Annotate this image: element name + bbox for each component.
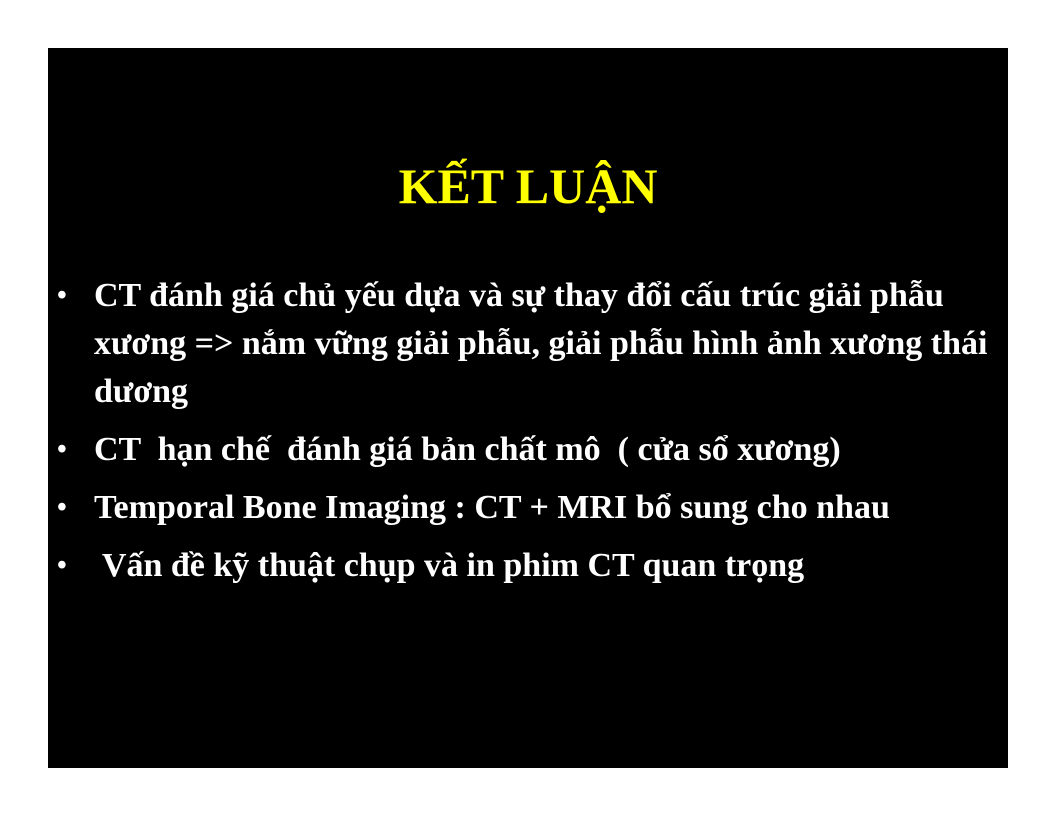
bullet-text: Vấn đề kỹ thuật chụp và in phim CT quan trọng xyxy=(94,547,805,584)
bullet-item xyxy=(48,542,1008,590)
slide xyxy=(48,48,1008,768)
bullet-item xyxy=(48,484,1008,532)
bullet-dot-icon: • xyxy=(57,280,67,311)
bullet-list xyxy=(48,272,1008,600)
bullet-text: Temporal Bone Imaging : CT + MRI bổ sung cho nhau xyxy=(94,489,890,526)
bullet-dot-icon: • xyxy=(57,434,67,465)
bullet-text: CT hạn chế đánh giá bản chất mô ( cửa sổ xương) xyxy=(94,431,841,468)
slide-title: KẾT LUẬN xyxy=(398,158,658,214)
bullet-item xyxy=(48,426,1008,474)
bullet-dot-icon: • xyxy=(57,550,67,581)
bullet-item xyxy=(48,272,1008,416)
bullet-dot-icon: • xyxy=(57,492,67,523)
bullet-text: CT đánh giá chủ yếu dựa và sự thay đổi cấu trúc giải phẫu xương => nắm vững giải phẫu, giải phẫu hình ảnh xương thái dương xyxy=(94,277,988,410)
